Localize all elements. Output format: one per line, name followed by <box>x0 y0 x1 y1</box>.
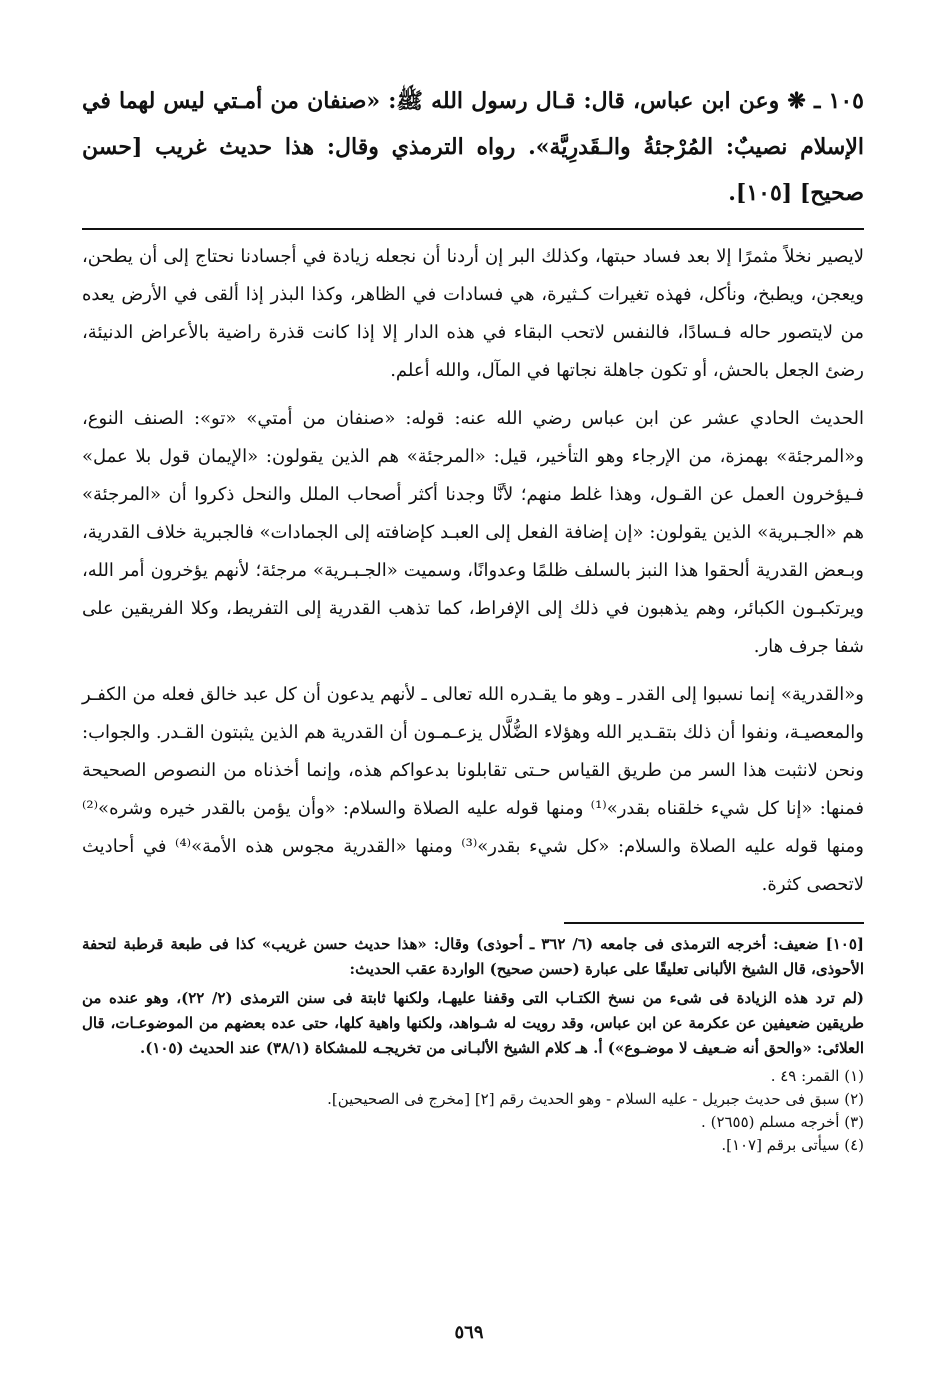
takhrij-paragraph: (لم ترد هذه الزيادة فى شىء من نسخ الكتـاب التى وقفنا عليهـا، ولكنها ثابتة فى سنن الترمذى (٢/ ٢٢)، وهو عنده من طريقين ضعيفين عن عكرمة عن ابن عباس، وقد رويت له شـواهد، ولكنها واهية كلها، حتى عده بعضهم من الموضوعـات، قال العلائى: «والحق أنه ضـعيف لا موضـوع») أ. هـ كلام الشيخ الألبـانى من تخريجـه للمشكاة (٣٨/١) عند الحديث (١٠٥). <box>82 989 864 1057</box>
footnotes <box>82 1065 864 1157</box>
footnote-item: (٢) سبق فى حديث جبريل - عليه السلام - وهو الحديث رقم [٢] [مخرج فى الصحيحين]. <box>327 1090 864 1108</box>
footnote-item: (٤) سيأتى برقم [١٠٧]. <box>721 1136 864 1154</box>
page-number: ٥٦٩ <box>454 1322 484 1343</box>
footnote-divider <box>564 922 864 924</box>
takhrij-paragraph: [١٠٥] ضعيف: أخرجه الترمذى فى جامعه (٦/ ٣٦٢ ـ أحوذى) وقال: «هذا حديث حسن غريب» كذا فى طبعة قرطبة لتحفة الأحوذى، قال الشيخ الألبانى تعليقًا على عبارة (حسن صحيح) الواردة عقب الحديث: <box>82 935 865 978</box>
page-content <box>82 78 864 1157</box>
commentary-paragraph: و«القدرية» إنما نسبوا إلى القدر ـ وهو ما يقـدره الله تعالى ـ لأنهم يدعون أن كل عبد خالق فعله من الكفـر والمعصيـة، ونفوا أن ذلك بتقـدير الله وهؤلاء الضُّلَّال يزعـمـون أن القدرية هم الذين يثبتون القـدر. والجواب: ونحن لانثبت هذا السر من طريق القياس حـتى تقابلونا بدعواكم هذه، وإنما أخذناه من النصوص الصحيحة فمنها: «إنا كل شيء خلقناه بقدر»⁽¹⁾ ومنها قوله عليه الصلاة والسلام: «وأن يؤمن بالقدر خيره وشره»⁽²⁾ ومنها قوله عليه الصلاة والسلام: «كل شيء بقدر»⁽³⁾ ومنها «القدرية مجوس هذه الأمة»⁽⁴⁾ في أحاديث لاتحصى كثرة. <box>82 684 864 895</box>
footnote-item: (٣) أخرجه مسلم (٢٦٥٥) . <box>701 1113 864 1131</box>
section-divider <box>82 228 864 230</box>
hadith-body: وعن ابن عباس، قال: قـال رسول الله ﷺ: «صنفان من أمـتي ليس لهما في الإسلام نصيبٌ: المُرْجئةُ والـقَدرِيَّة». رواه الترمذي وقال: هذا حديث غريب [حسن صحيح] [١٠٥]. <box>82 88 864 206</box>
takhrij-notes <box>82 932 864 1061</box>
commentary <box>82 238 864 904</box>
footnote-item: (١) القمر: ٤٩ . <box>770 1067 864 1085</box>
commentary-paragraph: لايصير نخلاً مثمرًا إلا بعد فساد حبتها، وكذلك البر إن أردنا أن نجعله زيادة في أجسادنا نحتاج إلى أن يطحن، ويعجن، ويطبخ، ونأكل، فهذه تغيرات كـثيرة، هي فسادات في الظاهر، وكذا البذر إذا ألقى في الأرض يعده من لايتصور حاله فـسادًا، فالنفس لاتحب البقاء في هذه الدار إلا إذا كانت قذرة راضية بالأعراض الدنيئة، رضئ الجعل بالحش، أو تكون جاهلة نجاتها في المآل، والله أعلم. <box>82 246 864 381</box>
hadith-text <box>82 78 864 216</box>
hadith-number: ١٠٥ ـ ❋ <box>787 88 864 114</box>
commentary-paragraph: الحديث الحادي عشر عن ابن عباس رضي الله عنه: قوله: «صنفان من أمتي» «تو»: الصنف النوع، و«المرجئة» بهمزة، من الإرجاء وهو التأخير، قيل: «المرجئة» هم الذين يقولون: «الإيمان قول بلا عمل» فـيؤخرون العمل عن القـول، وهذا غلط منهم؛ لأنَّا وجدنا أكثر أصحاب الملل والنحل ذكروا أن «المرجئة» هم «الجـبرية» الذين يقولون: «إن إضافة الفعل إلى العبـد كإضافته إلى الجمادات» فالجبرية خلاف القدرية، وبـعض القدرية ألحقوا هذا النبز بالسلف ظلمًا وعدوانًا، وسميت «الجـبـرية» مرجئة؛ لأنهم يؤخرون أمر الله، ويرتكبـون الكبائر، وهم يذهبون في ذلك إلى الإفراط، كما تذهب القدرية إلى التفريط، وكلا الفريقين على شفا جرف هار. <box>82 408 864 657</box>
